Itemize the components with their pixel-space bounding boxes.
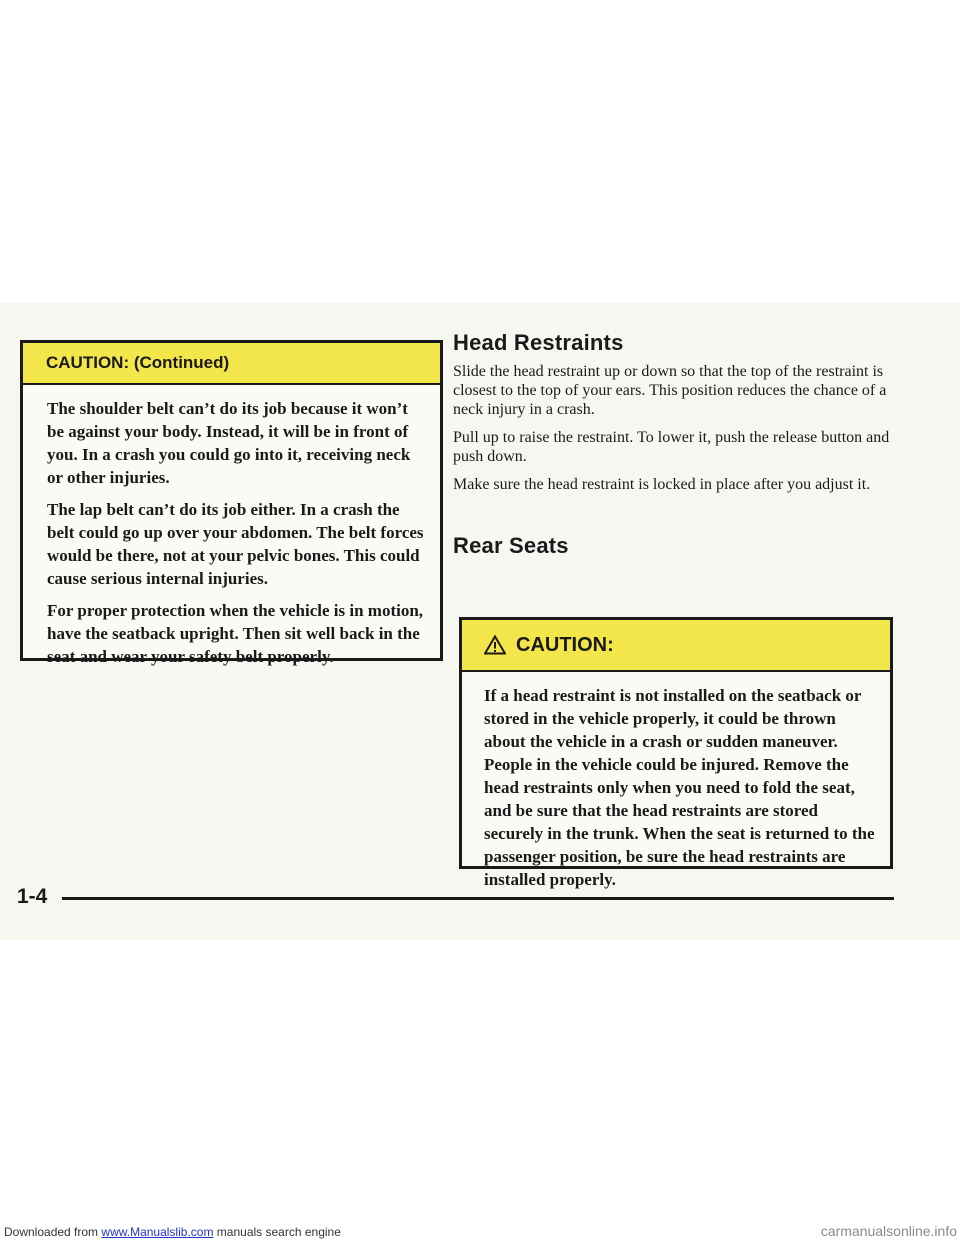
caution-header-label: CAUTION: (Continued) [46,353,230,372]
section-heading-head-restraints: Head Restraints [453,330,624,355]
caution-header [23,343,440,385]
caution-body [462,672,890,891]
body-paragraph: Pull up to raise the restraint. To lower it, push the release button and push down. [453,429,890,465]
body-paragraph: Make sure the head restraint is locked in place after you adjust it. [453,476,871,493]
download-source-bar [0,1223,960,1242]
caution-paragraph: For proper protection when the vehicle is in motion, have the seatback upright. Then sit well back in the seat and wear your safety belt properly. [47,601,424,666]
page-number: 1-4 [17,885,48,908]
footer-rule [62,897,894,900]
caution-body [23,385,440,668]
caution-box-continued [20,340,443,666]
body-paragraph: Slide the head restraint up or down so that the top of the restraint is closest to the top of your ears. This position reduces the chance of a neck injury in a crash. [453,363,887,418]
caution-header-label: CAUTION: [516,633,614,656]
warning-triangle-icon [484,635,506,655]
caution-paragraph: The shoulder belt can’t do its job because it won’t be against your body. Instead, it will be in front of you. In a crash you could go into it, receiving neck or other injuries. [47,399,411,487]
manualslib-link[interactable]: www.Manualslib.com [101,1225,214,1239]
download-source-text [4,1225,341,1239]
watermark-text: carmanualsonline.info [820,1223,957,1239]
section-heading-rear-seats: Rear Seats [453,533,569,558]
caution-header [462,620,890,672]
caution-paragraph: If a head restraint is not installed on the seatback or stored in the vehicle properly, it could be thrown about the vehicle in a crash or sudden maneuver. People in the vehicle could be injured. Remove the head restraints only when you need to fold the seat, and be sure that the head restraints are stored securely in the trunk. When the seat is returned to the passenger position, be sure the head restraints are installed properly. [484,686,875,889]
download-prefix: Downloaded from [4,1225,99,1239]
head-restraints-section [453,330,903,503]
rear-seats-section [453,533,903,565]
caution-box-rear-seats [459,617,893,889]
download-suffix: manuals search engine [216,1225,341,1239]
caution-paragraph: The lap belt can’t do its job either. In a crash the belt could go up over your abdomen. The belt forces would be there, not at your pelvic bones. This could cause serious internal injuries. [47,500,424,588]
